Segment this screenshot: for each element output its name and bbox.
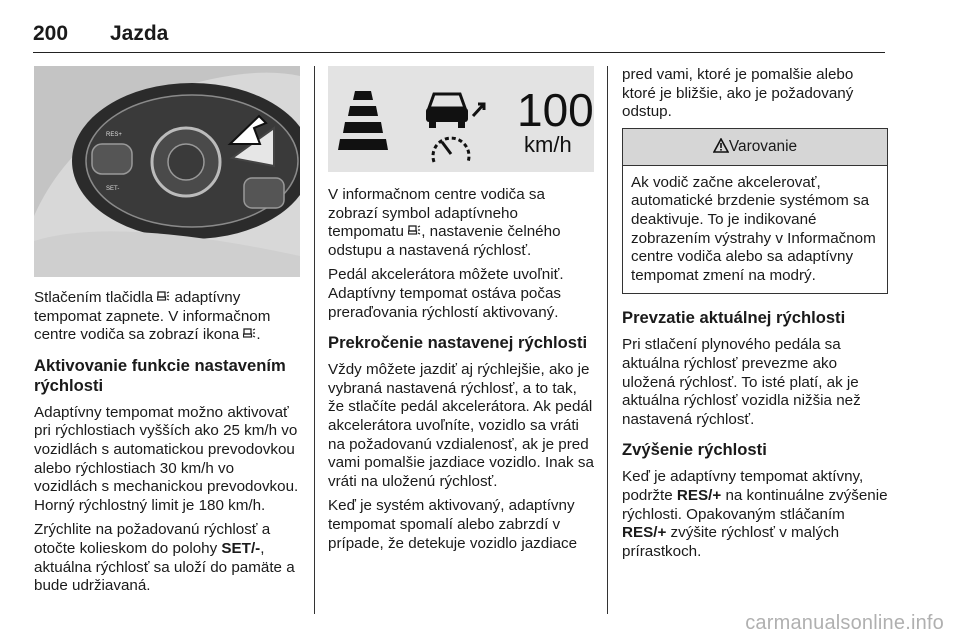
paragraph: Pri stlačení plynového pedála sa aktuálna rýchlosť prevezme ako uložená rýchlosť. To isté platí, ak je aktuálna rýchlosť vozidla nižšia než nastavená rýchlosť. — [622, 336, 861, 428]
paragraph: pred vami, ktoré je pomalšie alebo ktoré je bližšie, ako je požadovaný odstup. — [622, 66, 854, 121]
section-heading: Prekročenie nastavenej rýchlosti — [328, 333, 588, 353]
set-minus-label: SET/- — [221, 539, 261, 557]
page-header — [33, 22, 885, 53]
steering-wheel-controls-illustration — [34, 66, 300, 277]
watermark: carmanualsonline.info — [745, 612, 944, 634]
column-divider — [314, 66, 315, 614]
res-plus-label: RES/+ — [676, 486, 722, 504]
paragraph-text: zvýšite rýchlosť v malých prírastkoch. — [622, 524, 840, 560]
warning-text: Ak vodič začne akcelerovať, automatické brzdenie systémom sa deaktivuje. To je indikované zobrazením výstrahy v Informačnom centre vodiča alebo sa adaptívny tempomat zmení na modrý. — [631, 173, 876, 284]
column-middle — [328, 66, 594, 559]
page-number: 200 — [33, 22, 69, 45]
section-heading: Aktivovanie funkcie nastavením rýchlosti — [34, 355, 286, 395]
paragraph: Adaptívny tempomat možno aktivovať pri rýchlostiach vyšších ako 25 km/h vo vozidlách s automatickou prevodovkou alebo rýchlostiach 30 km/h vo vozidlách s mechanickou prevodovkou. Horný rýchlostný limit je 180 km/h. — [34, 403, 299, 514]
section-heading: Zvýšenie rýchlosti — [622, 440, 767, 460]
column-left — [34, 66, 300, 602]
warning-triangle-icon — [713, 138, 729, 153]
paragraph-text: Zrýchlite na požadovanú rýchlosť a otočte kolieskom do polohy — [34, 521, 271, 557]
paragraph-text: , aktuálna rýchlosť sa uloží do pamäte a bude udržiavaná. — [34, 539, 295, 595]
paragraph-text: Stlačením tlačidla — [34, 289, 158, 306]
adaptive-cruise-control-icon — [157, 291, 170, 303]
column-right — [622, 66, 888, 567]
adaptive-cruise-control-icon — [408, 225, 421, 237]
set-label: SET- — [106, 186, 120, 192]
steering-wheel-controls-photo — [34, 66, 300, 277]
paragraph-text: , nastavenie čelného odstupu a nastavená rýchlosť. — [328, 223, 561, 259]
acc-display-graphic — [328, 66, 594, 172]
set-speed-value: 100 — [517, 84, 594, 136]
paragraph-text: adaptívny tempomat zapnete. V informačnom centre vodiča sa zobrazí ikona — [34, 289, 271, 344]
warning-header — [623, 129, 887, 166]
res-plus-label: RES/+ — [622, 524, 667, 542]
column-divider — [607, 66, 608, 614]
paragraph-text: V informačnom centre vodiča sa zobrazí symbol adaptívneho tempomatu — [328, 186, 545, 241]
paragraph-text: Keď je adaptívny tempomat aktívny, podržte — [622, 468, 864, 504]
paragraph: Vždy môžete jazdiť aj rýchlejšie, ako je vybraná nastavená rýchlosť, a to tak, že stlačíte pedál akcelerátora. Ak pedál akcelerátora uvoľníte, vozidlo sa vráti na požadovanú vzdialenosť, ak je pred vami pomalšie jazdiace vozidlo. Inak sa vráti na uloženú rýchlosť. — [328, 361, 594, 490]
adaptive-cruise-control-icon — [243, 328, 256, 340]
speed-unit: km/h — [524, 132, 572, 157]
paragraph: Pedál akcelerátora môžete uvoľniť. Adaptívny tempomat ostáva počas preraďovania rýchlostí aktivovaný. — [328, 266, 564, 321]
paragraph-text: . — [256, 326, 261, 344]
warning-box — [622, 128, 888, 295]
driver-info-display — [328, 66, 594, 172]
section-heading: Prevzatie aktuálnej rýchlosti — [622, 308, 846, 328]
paragraph-text: na kontinuálne zvýšenie rýchlosti. Opakovaným stláčaním — [622, 486, 888, 523]
paragraph: Keď je systém aktivovaný, adaptívny tempomat spomalí alebo zabrzdí v prípade, že detekuje vozidlo jazdiace — [328, 497, 578, 552]
res-label: RES+ — [106, 132, 122, 138]
page-title: Jazda — [110, 22, 169, 45]
warning-title: Varovanie — [728, 137, 798, 155]
